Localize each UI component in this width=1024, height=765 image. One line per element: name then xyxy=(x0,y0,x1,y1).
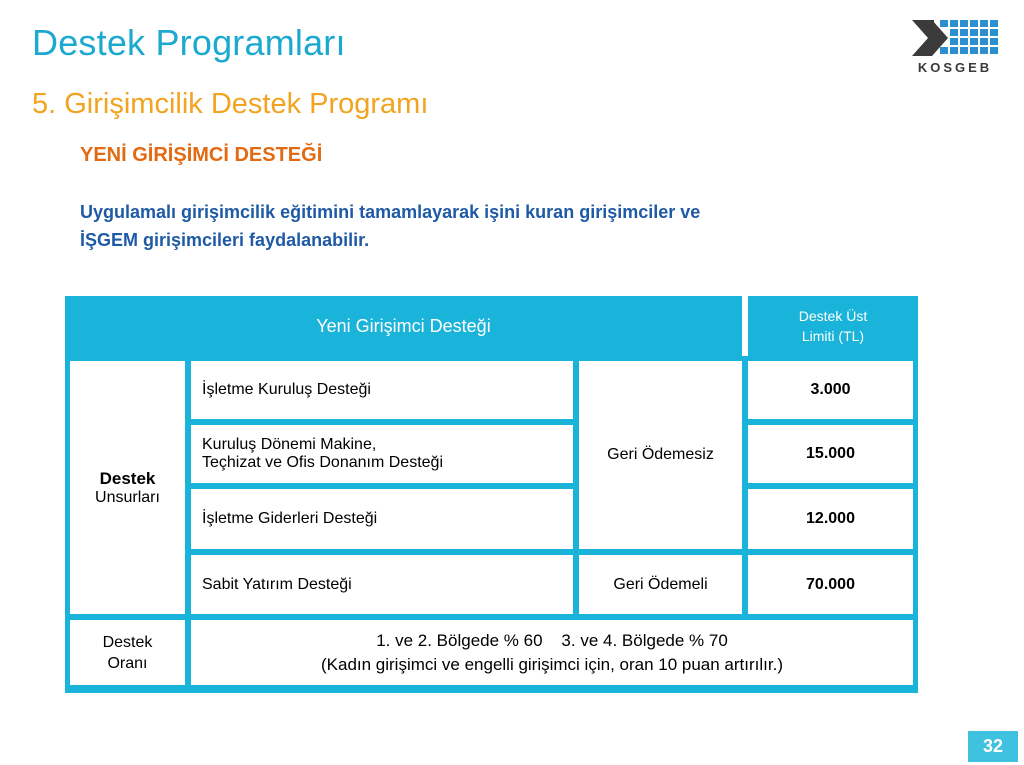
section-title: YENİ GİRİŞİMCİ DESTEĞİ xyxy=(80,144,323,166)
row-4-limit: 70.000 xyxy=(748,555,913,614)
page-title: Destek Programları xyxy=(32,22,346,63)
rate-label xyxy=(70,620,185,685)
header-limit-line-1: Destek Üst xyxy=(798,308,868,324)
group-label-line-1: Destek xyxy=(99,468,156,488)
header-limit-line-2: Limiti (TL) xyxy=(801,328,865,344)
kosgeb-logo xyxy=(912,18,998,75)
group-label-line-2: Unsurları xyxy=(95,488,160,506)
description xyxy=(80,198,880,254)
description-line-1: Uygulamalı girişimcilik eğitimini tamamlayarak işini kuran girişimciler ve xyxy=(80,202,701,222)
table-header-main: Yeni Girişimci Desteği xyxy=(316,315,491,336)
row-3-name: İşletme Giderleri Desteği xyxy=(191,489,573,549)
row-2-name xyxy=(191,425,573,483)
table-header-limit xyxy=(748,296,918,356)
support-table xyxy=(65,296,918,693)
row-3-limit: 12.000 xyxy=(748,489,913,549)
page-number-badge: 32 xyxy=(968,731,1018,762)
rate-label-line-1: Destek xyxy=(102,633,153,651)
row-2-limit: 15.000 xyxy=(748,425,913,483)
payment-type-refundable: Geri Ödemeli xyxy=(579,555,742,614)
payment-type-nonrefundable: Geri Ödemesiz xyxy=(579,361,742,549)
row-2-name-line-2: Teçhizat ve Ofis Donanım Desteği xyxy=(202,454,443,471)
row-4-name: Sabit Yatırım Desteği xyxy=(191,555,573,614)
rate-value xyxy=(191,620,913,685)
row-2-name-line-1: Kuruluş Dönemi Makine, xyxy=(202,436,377,453)
row-1-limit: 3.000 xyxy=(748,361,913,419)
kosgeb-logo-mark xyxy=(912,18,998,58)
group-label-support-items xyxy=(70,361,185,614)
rate-line-1: 1. ve 2. Bölgede % 60 3. ve 4. Bölgede % 70 xyxy=(376,630,728,650)
rate-label-line-2: Oranı xyxy=(107,654,148,672)
logo-text: KOSGEB xyxy=(917,60,993,75)
page-subtitle: 5. Girişimcilik Destek Programı xyxy=(32,88,429,120)
rate-line-2: (Kadın girişimci ve engelli girişimci için, oran 10 puan artırılır.) xyxy=(320,654,783,674)
row-1-name: İşletme Kuruluş Desteği xyxy=(191,361,573,419)
description-line-2: İŞGEM girişimcileri faydalanabilir. xyxy=(80,230,370,250)
